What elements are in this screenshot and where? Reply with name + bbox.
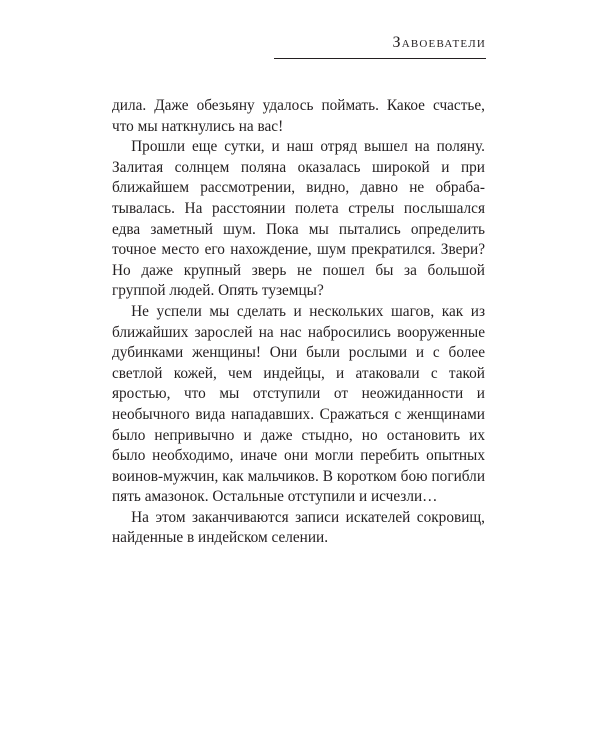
paragraph: На этом заканчиваются записи искателей сокровищ, найденные в индейском селении. (112, 508, 485, 547)
running-title: Завоеватели (392, 34, 486, 51)
page-body (112, 96, 485, 549)
header-rule (274, 58, 486, 59)
paragraph: Прошли еще сутки, и наш отряд вышел на поляну. Залитая солнцем поляна оказалась широкой и при ближайшем рассмотрении, видно, давно не обрабатывалась. На расстоянии полета стрелы послышался едва заметный шум. Пока мы пытались определить точное место его нахождение, шум прекратился. Звери? Но даже крупный зверь не пошел бы за большой группой людей. Опять туземцы? (112, 138, 485, 300)
paragraph: дила. Даже обезьяну удалось поймать. Какое счастье, что мы наткнулись на вас! (112, 97, 485, 135)
paragraph: Не успели мы сделать и нескольких шагов, как из ближайших зарослей на нас набросились вооруженные дубинками женщины! Они были рослыми и с более светлой кожей, чем индейцы, и атаковали с такой яростью, что мы отступили от неожиданности и необычного вида нападавших. Сражаться с женщинами было непривычно и даже стыдно, но остановить их было необходимо, иначе они могли перебить опытных воинов-мужчин, как мальчиков. В коротком бою погибли пять амазонок. Остальные отступили и исчезли… (112, 302, 485, 506)
